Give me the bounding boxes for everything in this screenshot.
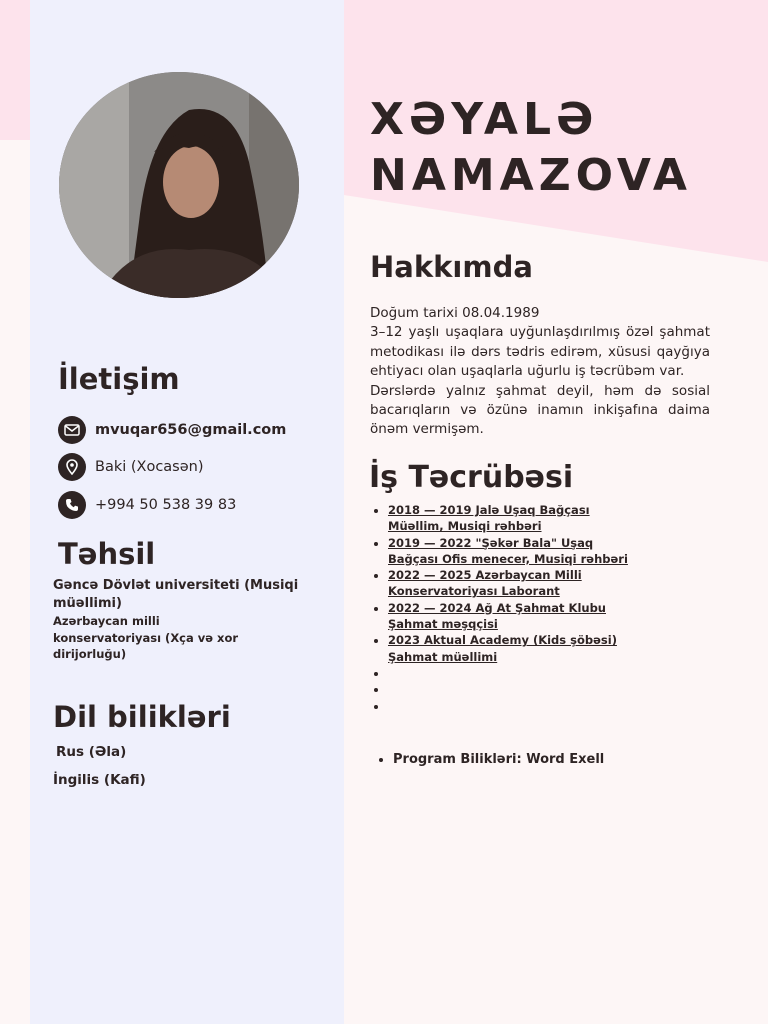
experience-title: • 2023 Aktual Academy (Kids şöbəsi) [388, 633, 617, 648]
empty-bullet [388, 698, 688, 714]
experience-title: • 2022 — 2025 Azərbaycan Milli [388, 568, 582, 583]
contact-phone-row [58, 491, 236, 519]
experience-title: • 2022 — 2024 Ağ At Şahmat Klubu [388, 600, 606, 615]
experience-item [388, 535, 688, 568]
education-item: Gəncə Dövlət universiteti (Musiqi müəllimi) [53, 578, 299, 611]
experience-item [388, 502, 688, 535]
contact-heading: İletişim [58, 362, 180, 396]
languages-heading: Dil bilikləri [53, 700, 231, 734]
education-item: Azərbaycan milli konservatoriyası (Xça və xor dirijorluğu) [53, 614, 239, 661]
contact-email[interactable]: mvuqar656@gmail.com [95, 422, 287, 438]
about-heading: Hakkımda [370, 250, 533, 284]
experience-title: • 2019 — 2022 "Şəkər Bala" Uşaq [388, 535, 594, 550]
phone-icon [58, 491, 86, 519]
experience-list [370, 502, 688, 714]
about-paragraph-2: Dərslərdə yalnız şahmat deyil, həm də sosial bacarıqların və özünə inamın inkişafına daima önəm vermişəm. [370, 382, 710, 438]
experience-detail: Şahmat müəllimi [388, 649, 498, 664]
experience-detail: Konservatoriyası Laborant [388, 584, 560, 599]
contact-location-row [58, 453, 204, 481]
experience-item [388, 567, 688, 600]
profile-photo [59, 72, 299, 298]
first-name: XƏYALƏ [370, 94, 599, 145]
birth-date: Doğum tarixi 08.04.1989 [370, 305, 540, 321]
experience-title: • 2018 — 2019 Jalə Uşaq Bağçası [388, 503, 590, 517]
experience-item [388, 632, 688, 665]
experience-item [388, 600, 688, 633]
email-icon [58, 416, 86, 444]
skills-item: • Program Bilikləri: Word Exell [393, 752, 604, 767]
experience-detail: Şahmat məşqçisi [388, 617, 498, 632]
experience-detail: Bağçası Ofis menecer, Musiqi rəhbəri [388, 551, 628, 566]
contact-location: Baki (Xocasən) [95, 459, 204, 475]
education-heading: Təhsil [58, 537, 156, 571]
skills-list [374, 752, 604, 767]
language-item: Rus (Əla) [56, 744, 127, 760]
about-section [370, 304, 710, 440]
empty-bullet [388, 665, 688, 681]
language-item: İngilis (Kafi) [53, 772, 146, 788]
full-name [370, 92, 692, 204]
location-pin-icon [58, 453, 86, 481]
last-name: NAMAZOVA [370, 150, 692, 201]
contact-email-row [58, 416, 286, 444]
contact-phone[interactable]: +994 50 538 39 83 [95, 497, 237, 513]
about-paragraph-1: 3–12 yaşlı uşaqlara uyğunlaşdırılmış özəl şahmat metodikası ilə dərs tədris edirəm, xüsusi qayğıya ehtiyacı olan uşaqlarla uğurlu iş təcrübəm var. [370, 324, 710, 380]
empty-bullet [388, 681, 688, 697]
experience-detail: Müəllim, Musiqi rəhbəri [388, 519, 542, 534]
experience-heading: İş Təcrübəsi [369, 460, 574, 495]
pink-corner-block [0, 0, 30, 140]
